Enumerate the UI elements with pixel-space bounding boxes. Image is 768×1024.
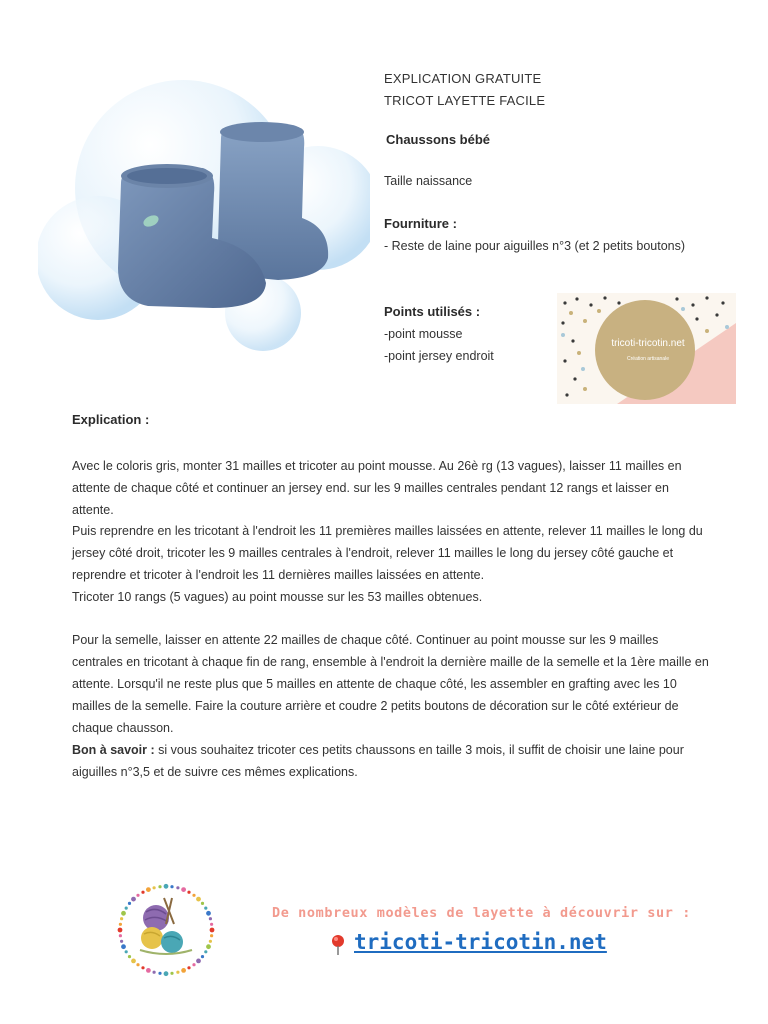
logo-dot: [118, 928, 123, 933]
logo-dot: [170, 972, 173, 975]
header-line-1: EXPLICATION GRATUITE: [384, 71, 542, 86]
logo-dot: [128, 902, 131, 905]
logo-dot: [136, 963, 139, 966]
header-line-2: TRICOT LAYETTE FACILE: [384, 93, 546, 108]
logo-dot: [181, 968, 186, 973]
paragraph-text: Puis reprendre en les tricotant à l'endroit les 11 premières mailles laissées en attente, relever 11 mailles le long du jersey côté droit, tricoter les 9 mailles centrales à l'endroit, relever 11 mailles le long du jersey côté gauche et reprendre et tricoter à l'endroit les 11 dernières mailles laissées en attente.: [72, 524, 703, 582]
promo-tagline: Création artisanale: [627, 356, 669, 362]
promo-site: tricoti-tricotin.net: [611, 338, 685, 349]
logo-dot: [153, 971, 156, 974]
paragraph-text: Tricoter 10 rangs (5 vagues) au point mousse sur les 53 mailles obtenues.: [72, 590, 483, 604]
logo-dot: [146, 968, 151, 973]
logo-dot: [204, 907, 207, 910]
logo-dot: [206, 911, 211, 916]
logo-dot: [146, 887, 151, 892]
logo-dot: [209, 917, 212, 920]
stitch-item: -point mousse: [384, 327, 463, 341]
logo-dot: [158, 885, 161, 888]
paragraph-text: Pour la semelle, laisser en attente 22 mailles de chaque côté. Continuer au point mousse sur les 9 mailles centrales en tricotant à chaque fin de rang, ensemble à l'endroit la dernière maille de la semelle et la 1ère maille en attente. Lorsqu'il ne reste plus que 5 mailles en attente de chaque côté, les assembler en grafting avec les 10 mailles de la semelle. Faire la couture arrière et coudre 2 petits boutons de décoration sur le côté extérieur de chaque chausson.: [72, 633, 709, 735]
booties-photo: [38, 68, 370, 358]
logo-dot: [125, 907, 128, 910]
paragraph-text: Avec le coloris gris, monter 31 mailles et tricoter au point mousse. Au 26è rg (13 vagues), laisser 11 mailles en attente de chaque côté et continuer an jersey end. sur les 9 mailles centrales pendant 12 rangs et laisser en attente.: [72, 459, 682, 517]
logo-dot: [170, 885, 173, 888]
logo-dot: [125, 950, 128, 953]
logo-dot: [196, 897, 201, 902]
supplies-item: - Reste de laine pour aiguilles n°3 (et 2 petits boutons): [384, 239, 686, 253]
logo-dot: [164, 884, 169, 889]
logo-dot: [210, 923, 213, 926]
logo-dot: [131, 959, 136, 964]
yarn-logo: [110, 878, 222, 982]
logo-dot: [128, 955, 131, 958]
site-link[interactable]: tricoti-tricotin.net: [354, 930, 607, 954]
logo-dot: [181, 887, 186, 892]
tip-label: Bon à savoir :: [72, 743, 155, 757]
logo-dot: [119, 923, 122, 926]
logo-dot: [206, 944, 211, 949]
logo-dot: [120, 940, 123, 943]
logo-dot: [136, 894, 139, 897]
logo-dot: [201, 902, 204, 905]
footer-tagline: De nombreux modèles de layette à découvrir sur :: [272, 905, 691, 921]
logo-dot: [121, 944, 126, 949]
logo-dot: [131, 897, 136, 902]
logo-dot: [210, 928, 215, 933]
paragraph: [72, 455, 712, 521]
logo-dot: [141, 966, 144, 969]
logo-dot: [192, 894, 195, 897]
logo-dot: [119, 934, 122, 937]
product-title: Chaussons bébé: [386, 132, 491, 147]
logo-dot: [196, 959, 201, 964]
logo-dot: [201, 955, 204, 958]
paragraph: [72, 629, 712, 739]
logo-dot: [120, 917, 123, 920]
size-label: Taille naissance: [384, 174, 473, 188]
tip-text: si vous souhaitez tricoter ces petits chaussons en taille 3 mois, il suffit de choisir une laine pour aiguilles n°3,5 et de suivre ces mêmes explications.: [72, 743, 684, 779]
paragraph: [72, 520, 712, 608]
logo-dot: [210, 934, 213, 937]
logo-dot: [204, 950, 207, 953]
stitch-item: -point jersey endroit: [384, 349, 494, 363]
logo-dot: [121, 911, 126, 916]
logo-dot: [192, 963, 195, 966]
logo-dot: [176, 886, 179, 889]
logo-dot: [153, 886, 156, 889]
logo-dot: [187, 966, 190, 969]
tip-paragraph: [72, 739, 712, 783]
logo-dot: [141, 891, 144, 894]
logo-dot: [176, 971, 179, 974]
supplies-title: Fourniture :: [384, 216, 457, 231]
logo-dot: [158, 972, 161, 975]
logo-dot: [187, 891, 190, 894]
stitches-title: Points utilisés :: [384, 304, 481, 319]
logo-dot: [209, 940, 212, 943]
explanation-title: Explication :: [72, 412, 150, 427]
logo-dot: [164, 971, 169, 976]
map-pin-icon: [330, 934, 346, 956]
